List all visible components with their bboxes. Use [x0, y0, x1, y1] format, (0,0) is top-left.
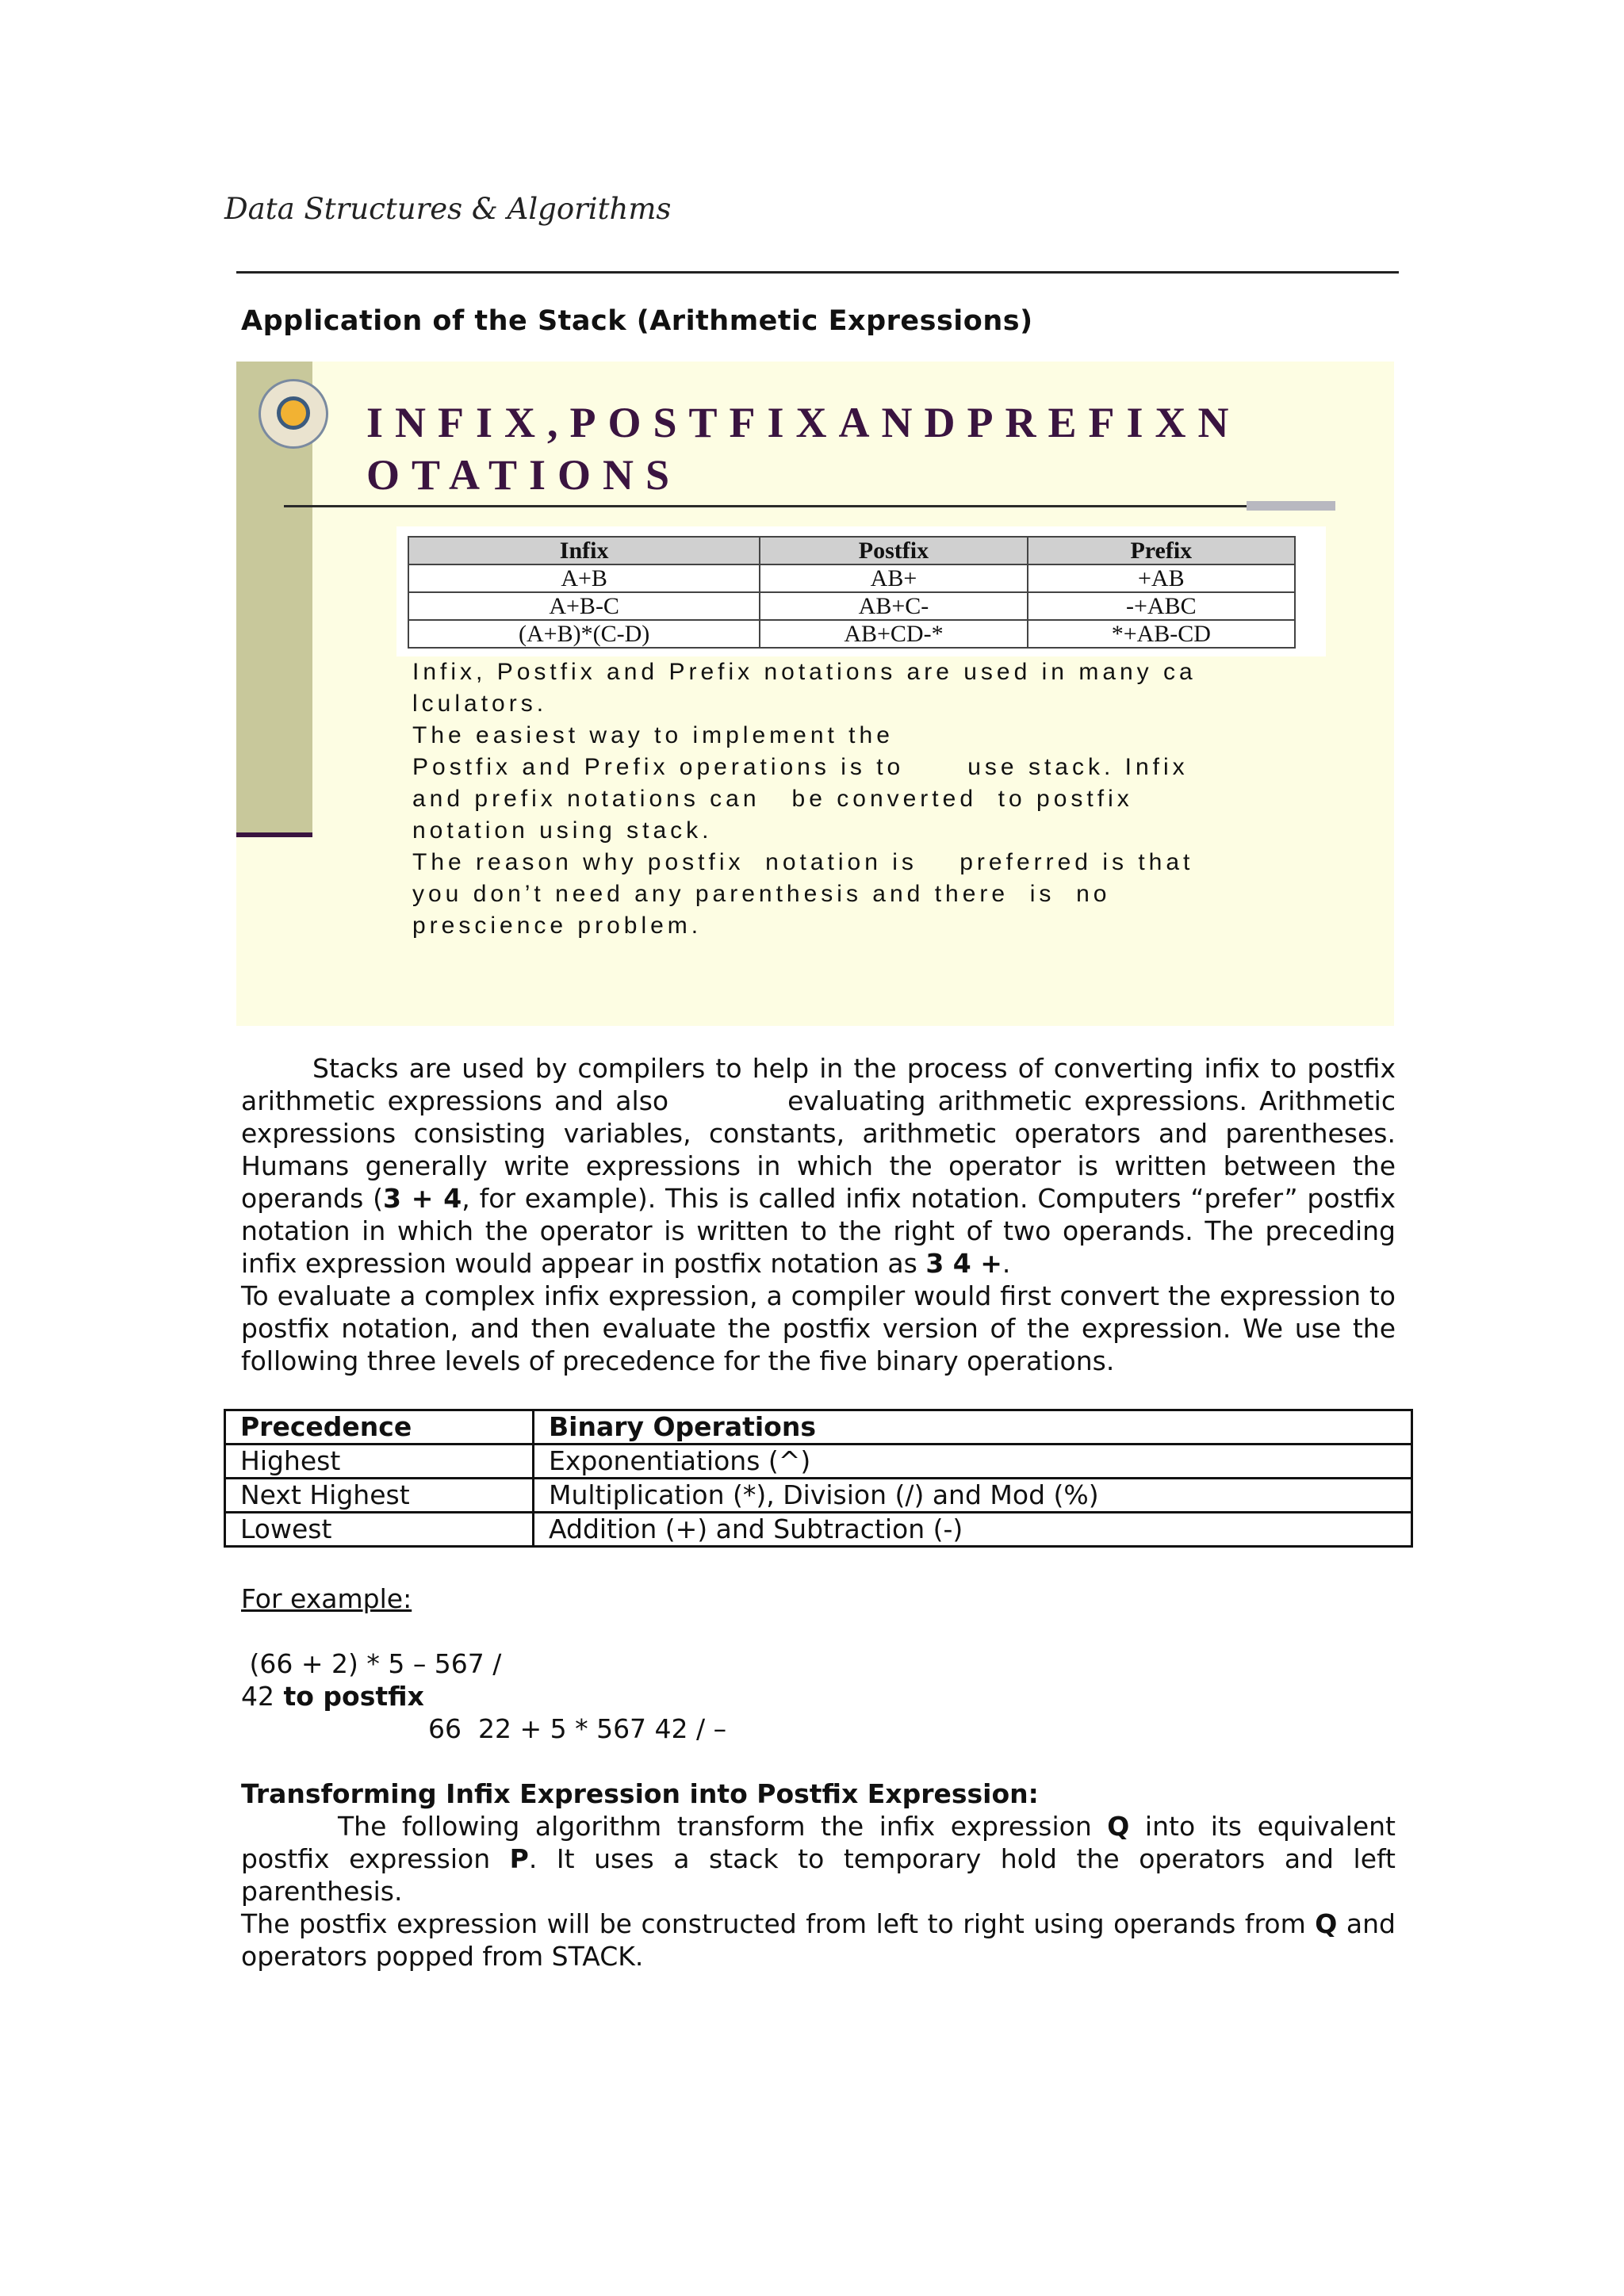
table-row: [225, 1513, 1412, 1547]
paragraph-text: The following algorithm transform the infix expression: [338, 1811, 1108, 1842]
paragraph-text: .: [1002, 1248, 1011, 1279]
slide-text-line: and prefix notations can be converted to postfix: [412, 786, 1133, 812]
table-cell: A+B: [408, 564, 760, 592]
expression-q-bold: Q: [1107, 1811, 1130, 1842]
slide-text-line: Postfix and Prefix operations is to use stack. Infix: [412, 754, 1189, 780]
table-cell: Next Highest: [225, 1479, 534, 1513]
header-divider: [236, 271, 1399, 274]
precedence-table-header: [225, 1410, 1412, 1445]
slide-divider: [284, 505, 1334, 507]
expression-p-bold: P: [509, 1843, 529, 1874]
example-expression: (66 + 2) * 5 – 567 /: [241, 1648, 502, 1679]
notation-table: [408, 536, 1296, 649]
slide-text-line: lculators.: [412, 691, 548, 717]
evaluate-paragraph: To evaluate a complex infix expression, a compiler would first convert the expression to postfix notation, and then evaluate the postfix version of the expression. We use the following three levels of precedence for the five binary operations.: [241, 1280, 1396, 1376]
stacks-paragraph: [241, 1052, 1396, 1280]
table-cell: AB+C-: [760, 592, 1027, 620]
example-number: 42: [241, 1681, 274, 1712]
paragraph-text: . It uses a stack to temporary hold the operators and left parenthesis.: [241, 1843, 1396, 1907]
table-cell: AB+: [760, 564, 1027, 592]
table-cell: AB+CD-*: [760, 620, 1027, 648]
postfix-example-bold: 3 4 +: [925, 1248, 1002, 1279]
infix-example-bold: 3 + 4: [383, 1183, 462, 1214]
notation-table-header: [408, 537, 1295, 564]
table-cell: +AB: [1028, 564, 1295, 592]
header-cell: Infix: [408, 537, 760, 564]
header-cell: Prefix: [1028, 537, 1295, 564]
slide-text-line: prescience problem.: [412, 913, 703, 939]
postfix-result: 66 22 + 5 * 567 42 / –: [428, 1713, 727, 1744]
table-row: [225, 1445, 1412, 1479]
slide-title-line-1: INFIX,POSTFIXANDPREFIXN: [366, 399, 1241, 446]
slide-side-bar-line: [236, 832, 312, 837]
slide-title: [366, 396, 1241, 501]
slide-text-line: The reason why postfix notation is preferred is that: [412, 849, 1194, 875]
paragraph-text: , for example). This is called infix notation. Computers “prefer” postfix notation in which the operator is written to the right of two operands. The preceding infix expression would appear in postfix notation as: [241, 1183, 1396, 1279]
table-cell: *+AB-CD: [1028, 620, 1295, 648]
to-postfix-label: to postfix: [274, 1681, 424, 1712]
postfix-construction-paragraph: [241, 1908, 1396, 1973]
paragraph-text: The postfix expression will be constructed from left to right using operands from: [241, 1908, 1316, 1939]
table-cell: Highest: [225, 1445, 534, 1479]
table-row: [408, 592, 1295, 620]
slide-divider-accent: [1247, 501, 1335, 511]
paragraph-text: and operators popped from STACK.: [241, 1908, 1396, 1972]
table-cell: Multiplication (*), Division (/) and Mod (%): [534, 1479, 1412, 1513]
table-row: [225, 1479, 1412, 1513]
slide-title-line-2: OTATIONS: [366, 451, 682, 499]
paragraph-text: into its equivalent postfix expression: [241, 1811, 1396, 1874]
paragraph-text: Stacks are used by compilers to help in the process of converting infix to postfix arithmetic expressions and also: [241, 1053, 1396, 1116]
document-header: Data Structures & Algorithms: [224, 192, 672, 226]
header-cell: Postfix: [760, 537, 1027, 564]
header-cell: Binary Operations: [534, 1410, 1412, 1445]
table-cell: A+B-C: [408, 592, 760, 620]
slide-text-line: Infix, Postfix and Prefix notations are used in many ca: [412, 659, 1197, 685]
example-label: For example:: [241, 1583, 412, 1614]
table-cell: Addition (+) and Subtraction (-): [534, 1513, 1412, 1547]
slide-text: [412, 656, 1332, 942]
paragraph-text: evaluating arithmetic expressions. Arithmetic expressions consisting variables, constants, arithmetic operators and parentheses. Humans generally write expressions in which the operator is written between the operands (: [241, 1085, 1396, 1214]
table-cell: (A+B)*(C-D): [408, 620, 760, 648]
precedence-table: [224, 1409, 1413, 1548]
table-cell: Lowest: [225, 1513, 534, 1547]
slide-text-line: The easiest way to implement the: [412, 722, 894, 748]
transform-heading: Transforming Infix Expression into Postfix Expression:: [241, 1778, 1039, 1809]
table-row: [408, 564, 1295, 592]
table-cell: Exponentiations (^): [534, 1445, 1412, 1479]
section-title: Application of the Stack (Arithmetic Expressions): [241, 305, 1033, 337]
slide-text-line: notation using stack.: [412, 817, 713, 844]
header-cell: Precedence: [225, 1410, 534, 1445]
expression-q-bold: Q: [1315, 1908, 1338, 1939]
transform-paragraph: [241, 1810, 1396, 1908]
logo-emblem-icon: [277, 396, 310, 430]
table-cell: -+ABC: [1028, 592, 1295, 620]
table-row: [408, 620, 1295, 648]
example-expression-continued: [241, 1680, 424, 1712]
slide-text-line: you don’t need any parenthesis and there is no: [412, 881, 1111, 907]
